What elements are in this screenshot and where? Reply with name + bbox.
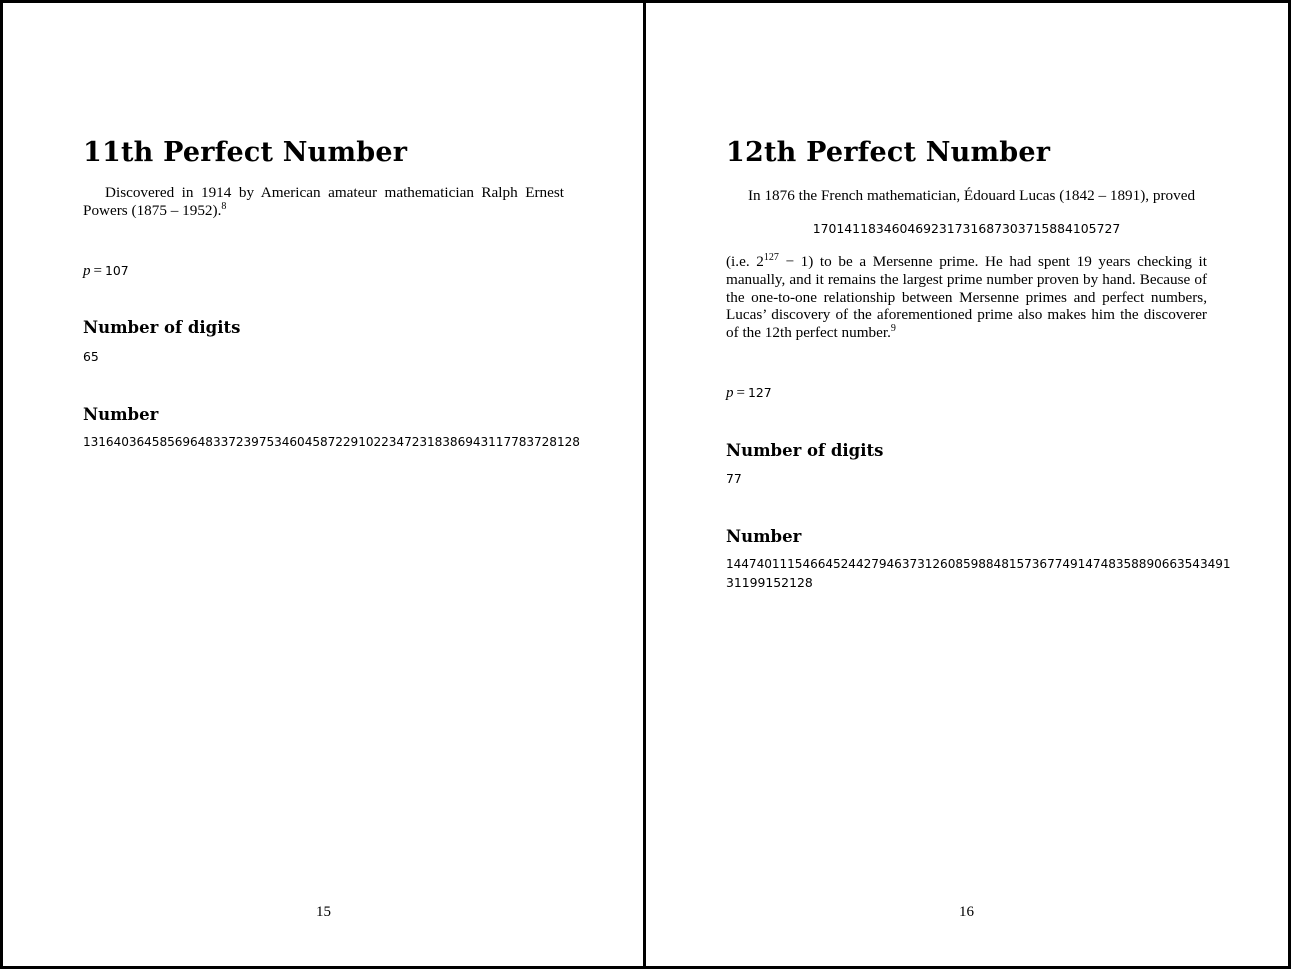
page-divider xyxy=(643,0,646,969)
body-paragraph xyxy=(726,253,1207,342)
digits-heading: Number of digits xyxy=(83,318,241,337)
intro-paragraph xyxy=(83,184,564,220)
page-title: 11th Perfect Number xyxy=(83,137,408,168)
p-value: 107 xyxy=(104,263,129,278)
digits-value: 77 xyxy=(726,471,742,486)
page-number: 16 xyxy=(959,904,974,920)
p-value-line xyxy=(726,384,772,402)
number-value: 13164036458569648337239753460458722910223472318386943117783728128 xyxy=(83,435,580,449)
equals-sign: = xyxy=(736,385,745,401)
p-label: p xyxy=(83,263,91,279)
number-heading: Number xyxy=(726,527,802,546)
digits-heading: Number of digits xyxy=(726,441,884,460)
footnote-ref: 9 xyxy=(890,323,896,335)
number-line-2: 31199152128 xyxy=(726,575,813,590)
prime-display: 170141183460469231731687303715884105727 xyxy=(812,221,1121,236)
left-page xyxy=(83,0,580,969)
footnote-ref: 8 xyxy=(221,200,227,212)
p-value: 127 xyxy=(747,385,772,400)
right-page xyxy=(726,0,1231,969)
digits-value: 65 xyxy=(83,349,99,364)
page-number: 15 xyxy=(316,904,331,920)
intro-text: Discovered in 1914 by American amateur mathematician Ralph Ernest Powers (1875 – 1952). xyxy=(83,184,564,219)
p-value-line xyxy=(83,262,129,280)
number-heading: Number xyxy=(83,405,159,424)
equals-sign: = xyxy=(93,263,102,279)
page-title: 12th Perfect Number xyxy=(726,137,1051,168)
p-label: p xyxy=(726,385,734,401)
exponent: 127 xyxy=(763,252,779,263)
intro-paragraph: In 1876 the French mathematician, Édouard Lucas (1842 – 1891), proved xyxy=(748,187,1196,204)
body-ie: (i.e. 2 xyxy=(726,253,764,270)
body-text: − 1) to be a Mersenne prime. He had spent 19 years checking it manually, and it remains the largest prime number proven by hand. Because of the one-to-one relationship between Mersenne primes and perfect numbers, Lucas’ discovery of the aforementioned prime also makes him the discoverer of the 12th perfect number. xyxy=(726,253,1207,342)
number-line-1: 144740111546645244279463731260859884815736774914748358890663543491 xyxy=(726,557,1231,571)
